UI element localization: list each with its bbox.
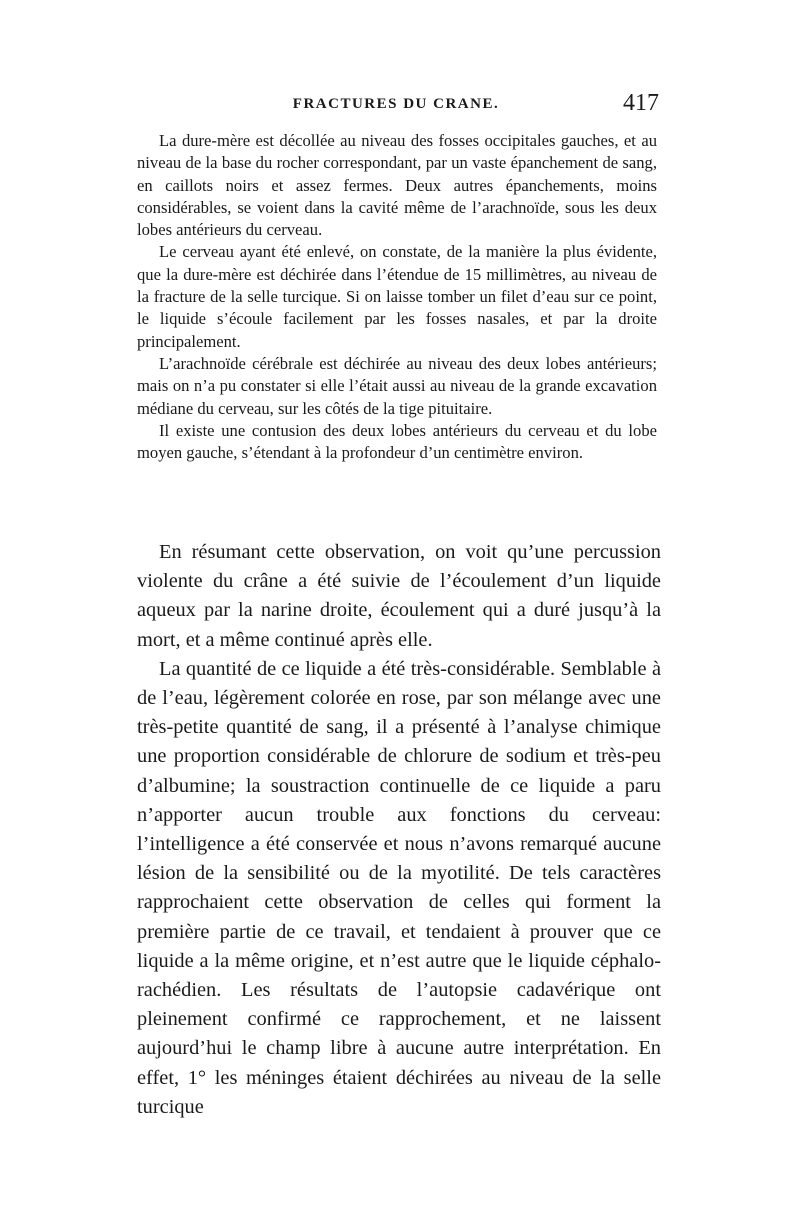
commentary-paragraph: En résumant cette observation, on voit qu’une percussion violente du crâne a été suivie de l’écoulement d’un liquide aqueux par la narine droite, écoulement qui a duré jusqu’à la mort, et a même continué après elle.	[137, 541, 661, 651]
observation-paragraph: Il existe une contusion des deux lobes antérieurs du cerveau et du lobe moyen gauche, s’étendant à la profondeur d’un centimètre environ.	[137, 420, 657, 463]
page-number: 417	[623, 90, 659, 116]
running-title: FRACTURES DU CRANE.	[292, 96, 500, 112]
commentary-text	[137, 538, 661, 1122]
commentary-paragraph: La quantité de ce liquide a été très-considérable. Semblable à de l’eau, légèrement colorée en rose, par son mélange avec une très-petite quantité de sang, il a présenté à l’analyse chimique une proportion considérable de chlorure de sodium et très-peu d’albumine; la soustraction continuelle de ce liquide a paru n’apporter aucun trouble aux fonctions du cerveau: l’intelligence a été conservée et nous n’avons remarqué aucune lésion de la sensibilité ou de la myotilité. De tels caractères rapprochaient cette observation de celles qui forment la première partie de ce travail, et tendaient à prouver que ce liquide a la même origine, et n’est autre que le liquide céphalo-rachédien. Les résultats de l’autopsie cadavérique ont pleinement confirmé ce rapprochement, et ne laissent aujourd’hui le champ libre à aucune autre interprétation. En effet, 1° les méninges étaient déchirées au niveau de la selle turcique	[137, 657, 661, 1118]
observation-paragraph: L’arachnoïde cérébrale est déchirée au niveau des deux lobes antérieurs; mais on n’a pu constater si elle l’était aussi au niveau de la grande excavation médiane du cerveau, sur les côtés de la tige pituitaire.	[137, 353, 657, 418]
observation-paragraph: Le cerveau ayant été enlevé, on constate, de la manière la plus évidente, que la dure-mère est déchirée dans l’étendue de 15 millimètres, au niveau de la fracture de la selle turcique. Si on laisse tomber un filet d’eau sur ce point, le liquide s’écoule facilement par les fosses nasales, et par la droite principalement.	[137, 242, 657, 351]
observation-paragraph: La dure-mère est décollée au niveau des fosses occipitales gauches, et au niveau de la base du rocher correspondant, par un vaste épanchement de sang, en caillots noirs et assez fermes. Deux autres épanchements, moins considérables, se voient dans la cavité même de l’arachnoïde, sous les deux lobes antérieurs du cerveau.	[137, 131, 657, 240]
page-header	[137, 90, 659, 126]
observation-text	[137, 130, 657, 464]
